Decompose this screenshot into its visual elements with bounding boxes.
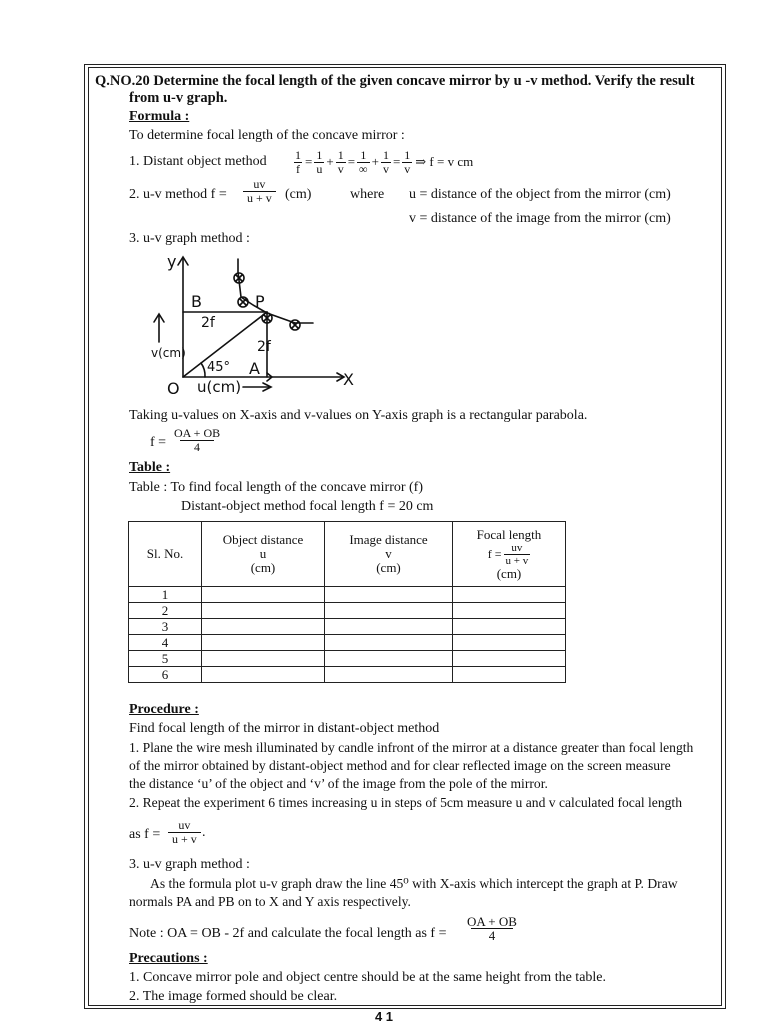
graph-formula-numerator: OA + OB bbox=[174, 426, 221, 440]
table-heading: Table : bbox=[129, 460, 171, 475]
table-cell-sl-no: 3 bbox=[129, 619, 202, 635]
table-header-row bbox=[129, 522, 566, 587]
angle-arc bbox=[201, 363, 205, 377]
table-row bbox=[129, 603, 566, 619]
table-cell-sl-no: 2 bbox=[129, 603, 202, 619]
graph-u-label: u(cm) bbox=[197, 378, 242, 396]
table-cell-empty bbox=[202, 667, 325, 683]
procedure-step2-end: . bbox=[202, 825, 206, 840]
table-row bbox=[129, 619, 566, 635]
question-title: Q.NO.20 Determine the focal length of the given concave mirror by u -v method. Verify the result bbox=[95, 73, 695, 89]
procedure-step1-line3: the distance ‘u’ of the object and ‘v’ of the image from the pole of the mirror. bbox=[129, 776, 548, 791]
table-caption-1: Table : To find focal length of the concave mirror (f) bbox=[129, 480, 423, 495]
procedure-intro: Find focal length of the mirror in distant-object method bbox=[129, 721, 440, 736]
procedure-note-denominator: 4 bbox=[471, 928, 514, 942]
procedure-note-fraction bbox=[465, 915, 519, 942]
precautions-heading: Precautions : bbox=[129, 951, 208, 966]
table-row bbox=[129, 635, 566, 651]
u-definition: u = distance of the object from the mirror (cm) bbox=[409, 187, 671, 202]
table-caption-2: Distant-object method focal length f = 20 cm bbox=[181, 499, 434, 514]
procedure-heading: Procedure : bbox=[129, 702, 199, 717]
graph-p-label: P bbox=[255, 292, 265, 311]
method2-unit: (cm) bbox=[285, 187, 312, 202]
graph-2f-top: 2f bbox=[201, 315, 215, 331]
method1-operator: = bbox=[392, 154, 401, 169]
table-cell-empty bbox=[325, 651, 453, 667]
table-cell-empty bbox=[325, 667, 453, 683]
procedure-step2-numerator: uv bbox=[178, 818, 191, 832]
graph-v-label: v(cm) bbox=[151, 346, 186, 360]
procedure-step2-as: as f = bbox=[129, 827, 161, 842]
graph-2f-side: 2f bbox=[257, 339, 271, 355]
graph-x-label: X bbox=[343, 370, 354, 389]
procedure-step3-line2: normals PA and PB on to X and Y axis respectively. bbox=[129, 894, 411, 909]
graph-origin-label: O bbox=[167, 379, 180, 397]
procedure-note: Note : OA = OB - 2f and calculate the focal length as f = bbox=[129, 926, 447, 941]
table-cell-empty bbox=[202, 635, 325, 651]
table-cell-empty bbox=[202, 651, 325, 667]
graph-angle-label: 45° bbox=[207, 360, 231, 375]
method1-fraction-term: $\frac{1}{v}$ bbox=[382, 147, 389, 176]
method1-fraction-term: 1 ∞ bbox=[359, 147, 368, 176]
graph-formula-fraction bbox=[172, 427, 222, 454]
graph-b-label: B bbox=[191, 292, 202, 311]
v-definition: v = distance of the image from the mirror (cm) bbox=[409, 211, 671, 226]
table-body bbox=[129, 587, 566, 683]
table-cell-empty bbox=[453, 603, 566, 619]
method1-operator: = bbox=[305, 154, 313, 169]
method1-result: ⇒ f = v cm bbox=[415, 154, 474, 169]
method2-fraction bbox=[243, 178, 276, 205]
method2-numerator: uv bbox=[253, 177, 266, 191]
graph-a-label: A bbox=[249, 359, 260, 378]
procedure-step2-line1: 2. Repeat the experiment 6 times increasing u in steps of 5cm measure u and v calculated focal length bbox=[129, 795, 683, 810]
method2-denominator: u + v bbox=[243, 191, 276, 205]
where-label: where bbox=[350, 187, 385, 202]
method1-fraction-term: $\frac{1}{v}$ bbox=[337, 147, 344, 176]
procedure-step3-line1: As the formula plot u-v graph draw the line 45⁰ with X-axis which intercept the graph at P. Draw bbox=[150, 876, 678, 891]
method1-operator: + bbox=[326, 154, 334, 169]
table-cell-empty bbox=[453, 635, 566, 651]
table-cell-sl-no: 4 bbox=[129, 635, 202, 651]
method1-fraction-term: $\frac{1}{u}$ bbox=[316, 147, 323, 176]
procedure-step2-fraction bbox=[168, 819, 201, 846]
table-cell-empty bbox=[325, 619, 453, 635]
graph-y-label: y bbox=[167, 252, 177, 271]
uv-graph-sketch bbox=[145, 247, 365, 397]
procedure-step3: 3. u-v graph method : bbox=[129, 857, 250, 872]
procedure-note-numerator: OA + OB bbox=[467, 914, 517, 929]
precaution-1: 1. Concave mirror pole and object centre should be at the same height from the table. bbox=[129, 970, 607, 985]
procedure-step1-line2: of the mirror obtained by distant-object method and for clear reflected image on the screen measure bbox=[129, 758, 671, 773]
table-row bbox=[129, 667, 566, 683]
table-cell-empty bbox=[202, 587, 325, 603]
method1-equation bbox=[292, 145, 473, 179]
question-title-cont: from u-v graph. bbox=[129, 90, 228, 106]
table-cell-sl-no: 5 bbox=[129, 651, 202, 667]
header-object-distance: Object distance u (cm) bbox=[202, 522, 325, 587]
table-cell-empty bbox=[453, 651, 566, 667]
method1-label: 1. Distant object method bbox=[129, 154, 267, 169]
header-focal-length: Focal length f = $\frac{uv}{u + v}$ (cm) bbox=[453, 522, 566, 587]
procedure-step1-line1: 1. Plane the wire mesh illuminated by candle infront of the mirror at a distance greater than focal length bbox=[129, 740, 694, 755]
method3-label: 3. u-v graph method : bbox=[129, 231, 250, 246]
method1-fraction-term: $\frac{1}{v}$ bbox=[404, 147, 411, 176]
graph-note: Taking u-values on X-axis and v-values on Y-axis graph is a rectangular parabola. bbox=[129, 408, 588, 423]
method1-operator: + bbox=[371, 154, 379, 169]
method2-label: 2. u-v method f = bbox=[129, 187, 227, 202]
table-row bbox=[129, 651, 566, 667]
header-sl-no: Sl. No. bbox=[129, 522, 202, 587]
table-cell-empty bbox=[325, 587, 453, 603]
graph-formula-denominator: 4 bbox=[180, 440, 214, 454]
table-cell-empty bbox=[453, 587, 566, 603]
table-cell-sl-no: 1 bbox=[129, 587, 202, 603]
table-cell-empty bbox=[202, 619, 325, 635]
table-cell-empty bbox=[453, 667, 566, 683]
table-cell-empty bbox=[325, 635, 453, 651]
table-cell-sl-no: 6 bbox=[129, 667, 202, 683]
formula-intro: To determine focal length of the concave mirror : bbox=[129, 128, 405, 143]
precaution-2: 2. The image formed should be clear. bbox=[129, 989, 338, 1004]
table-cell-empty bbox=[453, 619, 566, 635]
method1-operator: = bbox=[347, 154, 356, 169]
header-image-distance: Image distance v (cm) bbox=[325, 522, 453, 587]
observation-table bbox=[128, 521, 566, 683]
table-cell-empty bbox=[202, 603, 325, 619]
formula-heading: Formula : bbox=[129, 109, 190, 124]
graph-formula-lhs: f = bbox=[150, 435, 167, 450]
method1-fraction-term: $\frac{1}{f}$ bbox=[295, 147, 301, 176]
page-number: 4 1 bbox=[374, 1009, 394, 1024]
table-cell-empty bbox=[325, 603, 453, 619]
table-row bbox=[129, 587, 566, 603]
procedure-step2-denominator: u + v bbox=[168, 832, 201, 846]
